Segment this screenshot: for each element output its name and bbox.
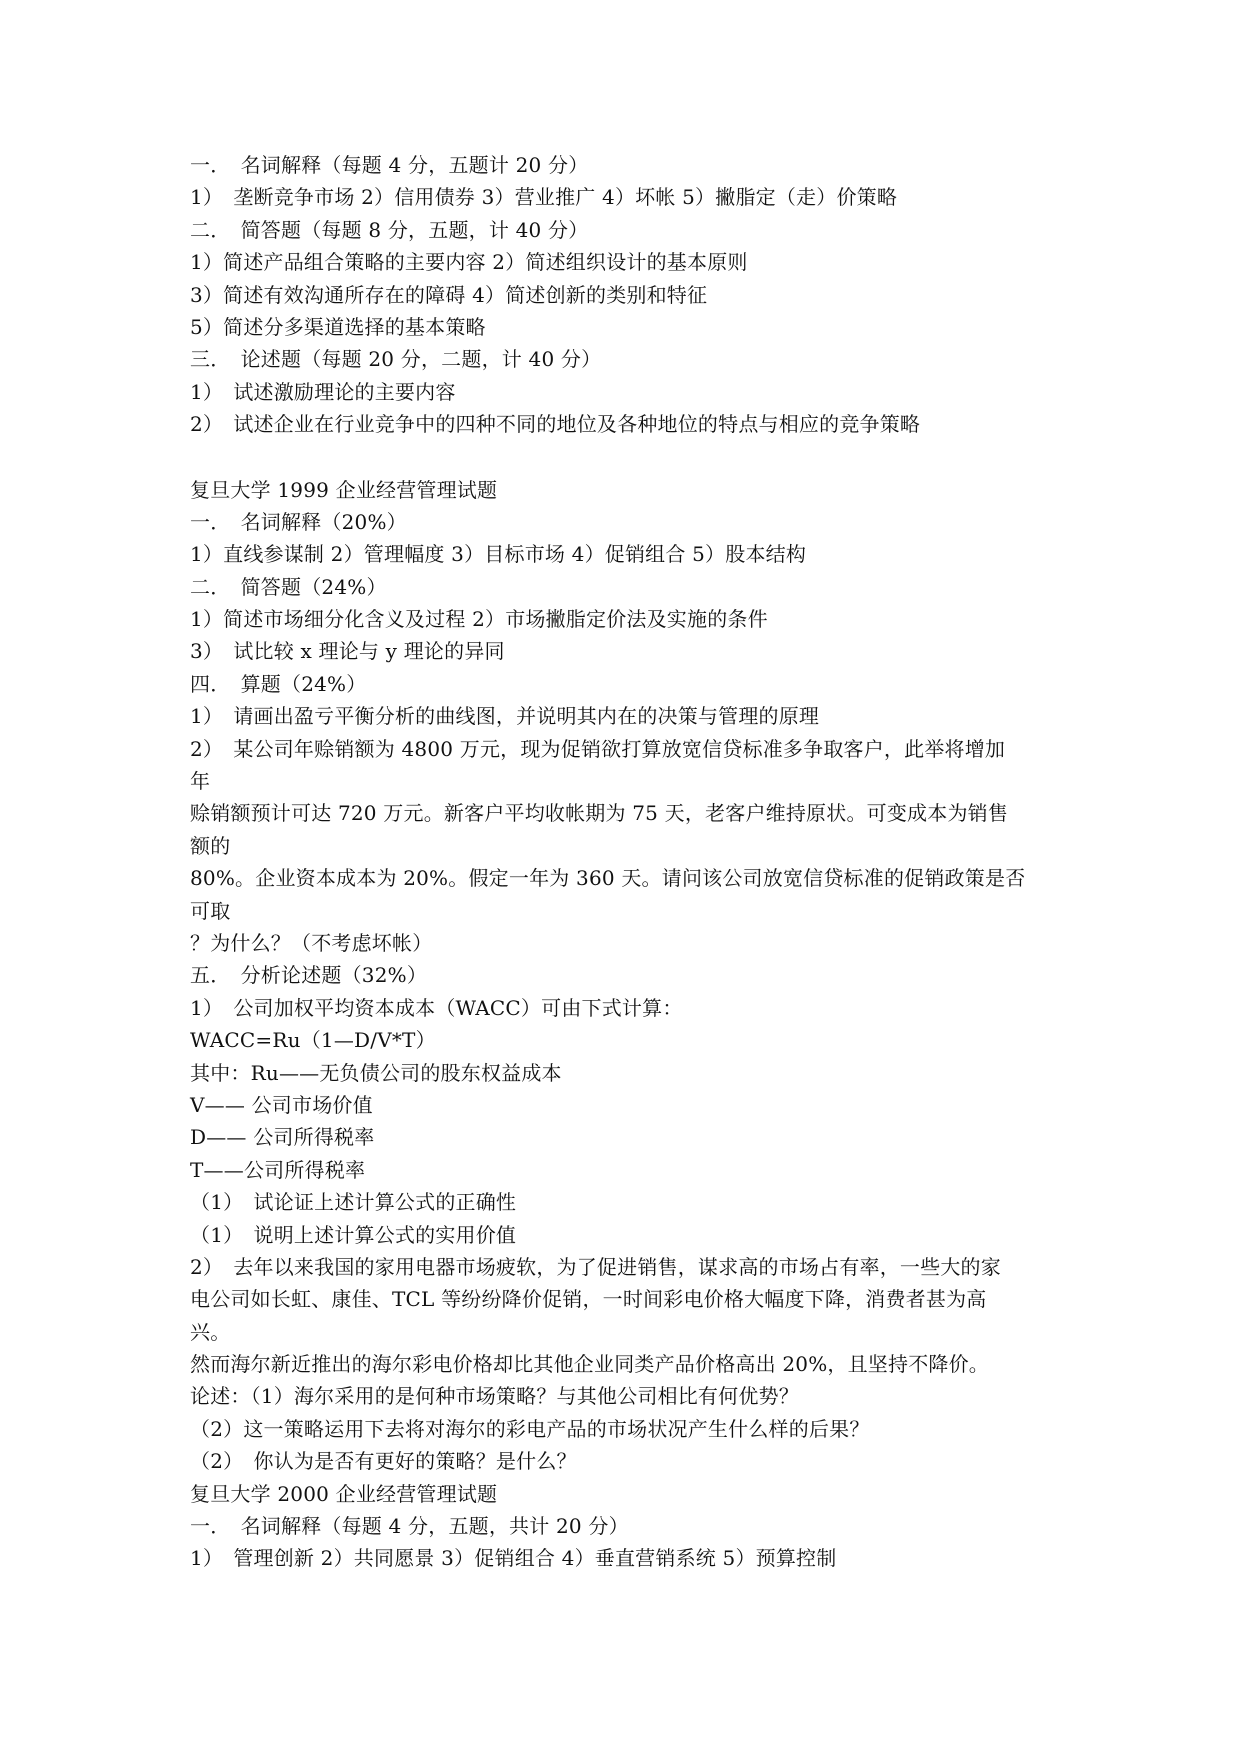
text-line: 2） 试述企业在行业竞争中的四种不同的地位及各种地位的特点与相应的竞争策略: [190, 412, 921, 437]
text-line: 一． 名词解释（每题 4 分，五题，共计 20 分）: [190, 1514, 629, 1539]
text-line: ？为什么？（不考虑坏帐）: [190, 930, 433, 955]
text-line: 1） 公司加权平均资本成本（WACC）可由下式计算：: [190, 995, 683, 1020]
text-line: 兴。: [190, 1319, 231, 1344]
text-line: 复旦大学 2000 企业经营管理试题: [190, 1481, 498, 1506]
text-line: 二． 简答题（24%）: [190, 574, 387, 599]
text-line: 1）简述市场细分化含义及过程 2）市场撇脂定价法及实施的条件: [190, 607, 768, 632]
text-line: （2） 你认为是否有更好的策略？是什么？: [190, 1449, 577, 1474]
text-line: 1）直线参谋制 2）管理幅度 3）目标市场 4）促销组合 5）股本结构: [190, 542, 807, 567]
text-line: 电公司如长虹、康佳、TCL 等纷纷降价促销，一时间彩电价格大幅度下降，消费者甚为高: [190, 1287, 987, 1312]
text-line: WACC=Ru（1—D/V*T）: [190, 1028, 436, 1053]
text-line: （1） 试论证上述计算公式的正确性: [190, 1190, 517, 1215]
text-line: V—— 公司市场价值: [190, 1092, 373, 1117]
text-line: 1） 请画出盈亏平衡分析的曲线图，并说明其内在的决策与管理的原理: [190, 704, 820, 729]
text-line: 1） 垄断竞争市场 2）信用债券 3）营业推广 4）坏帐 5）撇脂定（走）价策略: [190, 185, 898, 210]
text-line: 一． 名词解释（每题 4 分，五题计 20 分）: [190, 153, 589, 177]
text-line: 论述：（1）海尔采用的是何种市场策略？与其他公司相比有何优势？: [190, 1384, 799, 1409]
text-line: 80%。企业资本成本为 20%。假定一年为 360 天。请问该公司放宽信贷标准的促销政策是否: [190, 866, 1026, 891]
text-line: 赊销额预计可达 720 万元。新客户平均收帐期为 75 天，老客户维持原状。可变成本为销售: [190, 801, 1009, 826]
text-line: 二． 简答题（每题 8 分，五题，计 40 分）: [190, 217, 589, 242]
text-line: 其中：Ru——无负债公司的股东权益成本: [190, 1060, 562, 1085]
text-line: 三． 论述题（每题 20 分，二题，计 40 分）: [190, 347, 602, 372]
text-line: 5）简述分多渠道选择的基本策略: [190, 314, 486, 339]
text-line: 可取: [190, 898, 231, 923]
text-line: D—— 公司所得税率: [190, 1125, 375, 1150]
text-line: 1）简述产品组合策略的主要内容 2）简述组织设计的基本原则: [190, 250, 748, 275]
text-line: 3）简述有效沟通所存在的障碍 4）简述创新的类别和特征: [190, 282, 708, 307]
text-line: 五． 分析论述题（32%）: [190, 963, 428, 988]
text-line: 额的: [190, 833, 231, 858]
text-line: 然而海尔新近推出的海尔彩电价格却比其他企业同类产品价格高出 20%，且坚持不降价。: [190, 1352, 990, 1377]
text-line: 1） 管理创新 2）共同愿景 3）促销组合 4）垂直营销系统 5）预算控制: [190, 1546, 837, 1571]
text-line: 四． 算题（24%）: [190, 671, 367, 696]
text-line: 复旦大学 1999 企业经营管理试题: [190, 477, 498, 502]
text-line: 一． 名词解释（20%）: [190, 509, 407, 534]
text-line: 年: [190, 769, 211, 794]
text-line: 3） 试比较 x 理论与 y 理论的异同: [190, 639, 505, 664]
text-line: 2） 某公司年赊销额为 4800 万元，现为促销欲打算放宽信贷标准多争取客户，此举将增加: [190, 736, 1006, 761]
text-line: 1） 试述激励理论的主要内容: [190, 379, 456, 404]
blank-line: [190, 441, 1070, 474]
text-line: （1） 说明上述计算公式的实用价值: [190, 1222, 517, 1247]
text-line: （2）这一策略运用下去将对海尔的彩电产品的市场状况产生什么样的后果？: [190, 1416, 870, 1441]
text-line: T——公司所得税率: [190, 1157, 366, 1182]
text-line: 2） 去年以来我国的家用电器市场疲软，为了促进销售，谋求高的市场占有率，一些大的家: [190, 1254, 1001, 1279]
document-body: [190, 149, 1070, 1575]
